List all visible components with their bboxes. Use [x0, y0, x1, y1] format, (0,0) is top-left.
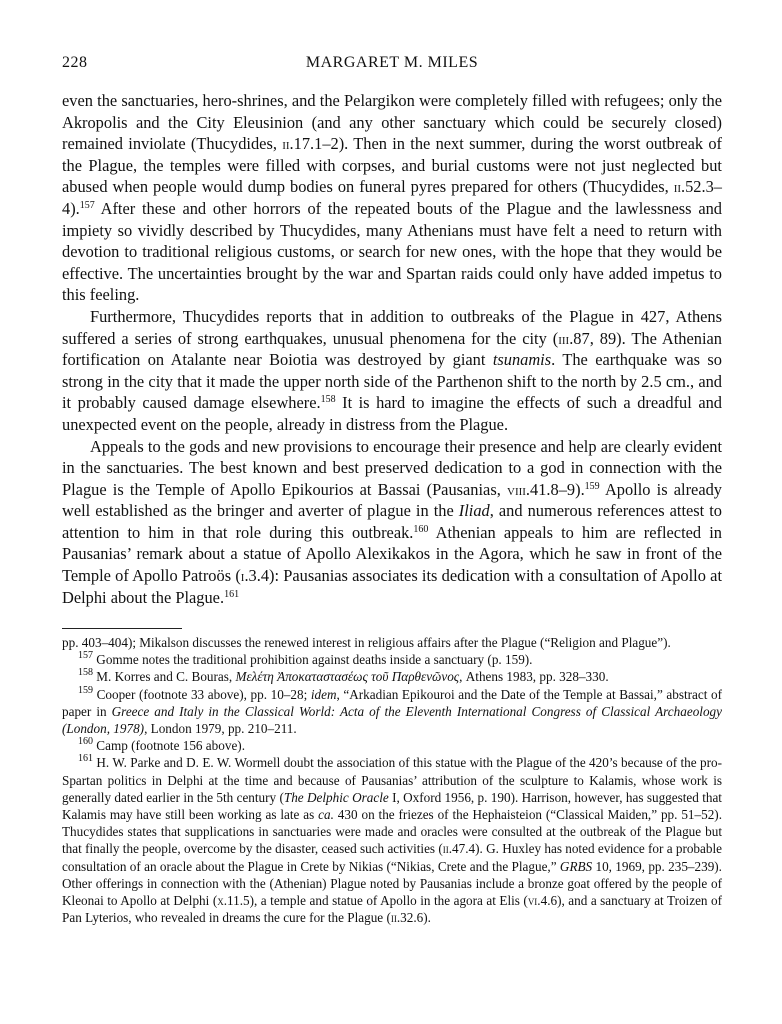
footnote-separator: [62, 628, 182, 629]
footnote-159: $^{159}$ Cooper (footnote 33 above), pp. 10–28; idem, “Arkadian Epikouroi and the Date of the Temple at Bassai,” abstract of paper in Greece and Italy in the Classical World: Acta of the Eleventh International Congress of Classical Archaeology (London, 1978), London 1979, pp. 210–211.: [62, 684, 722, 737]
footnote-161: $^{161}$ H. W. Parke and D. E. W. Wormell doubt the association of this statue with the Plague of the 420’s because of the pro-Spartan politics in Delphi at the time and because of Pausanias’ attribution of the sculpture to Kalamis, whose work is generally dated earlier in the 5th century (The Delphic Oracle I, Oxford 1956, p. 190). Harrison, however, has suggested that Kalamis may have still been working as late as ca. 430 on the friezes of the Hephaisteion (“Classical Maiden,” pp. 51–52). Thucydides states that supplications in sanctuaries were made and oracles were consulted at the outbreak of the Plague but that finally the people, overcome by the disaster, ceased such activities (ii.47.4). G. Huxley has noted evidence for a probable consultation of an oracle about the Plague in Crete by Nikias (“Nikias, Crete and the Plague,” GRBS 10, 1969, pp. 235–239). Other offerings in connection with the (Athenian) Plague noted by Pausanias include a bronze goat offered by the people of Kleonai to Apollo at Delphi (x.11.5), a temple and statue of Apollo in the agora at Elis (vi.4.6), and a sanctuary at Troizen of Pan Lyterios, who revealed in dreams the cure for the Plague (ii.32.6).: [62, 753, 723, 926]
paragraph-3: Appeals to the gods and new provisions to encourage their presence and help are clearly evident in the sanctuaries. The best known and best preserved dedication to a god in connection with the Plague is the Temple of Apollo Epikourios at Bassai (Pausanias, viii.41.8–9).$^{159}$ Apollo is already well established as the bringer and averter of plague in the Iliad, and numerous references attest to attention to him in that role during this outbreak.$^{160}$ Athenian appeals to him are reflected in Pausanias’ remark about a statue of Apollo Alexikakos in the Agora, which he saw in front of the Temple of Apollo Patroös (i.3.4): Pausanias associates its dedication with a consultation of Apollo at Delphi about the Plague.$^{161}$: [62, 436, 722, 607]
footnote-ref-158[interactable]: 158: [320, 394, 336, 406]
footnote-160: $^{160}$ Camp (footnote 156 above).: [78, 736, 245, 754]
paragraph-2: Furthermore, Thucydides reports that in addition to outbreaks of the Plague in 427, Athens suffered a series of strong earthquakes, unusual phenomena for the city (iii.87, 89). The Athenian fortification on Atalante near Boiotia was destroyed by giant tsunamis. The earthquake was so strong in the city that it made the upper north side of the Parthenon shift to the north by 2.5 cm., and it probably caused damage elsewhere.$^{158}$ It is hard to imagine the effects of such a dreadful and unexpected event on the people, already in distress from the Plague.: [62, 306, 722, 434]
footnote-ref-157[interactable]: 157: [79, 199, 95, 211]
page-number: 228: [62, 54, 88, 71]
footnote-157: $^{157}$ Gomme notes the traditional prohibition against deaths inside a sanctuary (p. 159).: [78, 650, 533, 668]
footnotes: [62, 634, 722, 926]
running-head: MARGARET M. MILES: [305, 54, 479, 71]
footnote-ref-160[interactable]: 160: [413, 523, 429, 535]
footnote-ref-159[interactable]: 159: [584, 480, 600, 492]
footnote-158: $^{158}$ M. Korres and C. Bouras, Μελέτη Ἀποκαταστασέως τοῦ Παρθενῶνος, Athens 1983, pp. 328–330.: [78, 667, 609, 685]
paragraph-1: even the sanctuaries, hero-shrines, and the Pelargikon were completely filled with refugees; only the Akropolis and the City Eleusinion (and any other sanctuary which could be securely closed) remained inviolate (Thucydides, ii.17.1–2). Then in the next summer, during the worst outbreak of the Plague, the temples were filled with corpses, and burial customs were not just neglected but abused when people would dump bodies on funeral pyres prepared for others (Thucydides, ii.52.3–4).$^{157}$ After these and other horrors of the repeated bouts of the Plague and the lawlessness and impiety so vividly described by Thucydides, many Athenians must have felt a need to return with devotion to traditional religious customs, or search for new ones, with the hope that they would be effective. The uncertainties brought by the war and Spartan raids could only have added impetus to this feeling.: [62, 91, 722, 305]
page-header: [62, 54, 722, 76]
footnote-continuation: pp. 403–404); Mikalson discusses the renewed interest in religious affairs after the Plague (“Religion and Plague”).: [62, 635, 671, 650]
footnote-ref-161[interactable]: 161: [224, 588, 240, 600]
main-text: [62, 90, 722, 608]
